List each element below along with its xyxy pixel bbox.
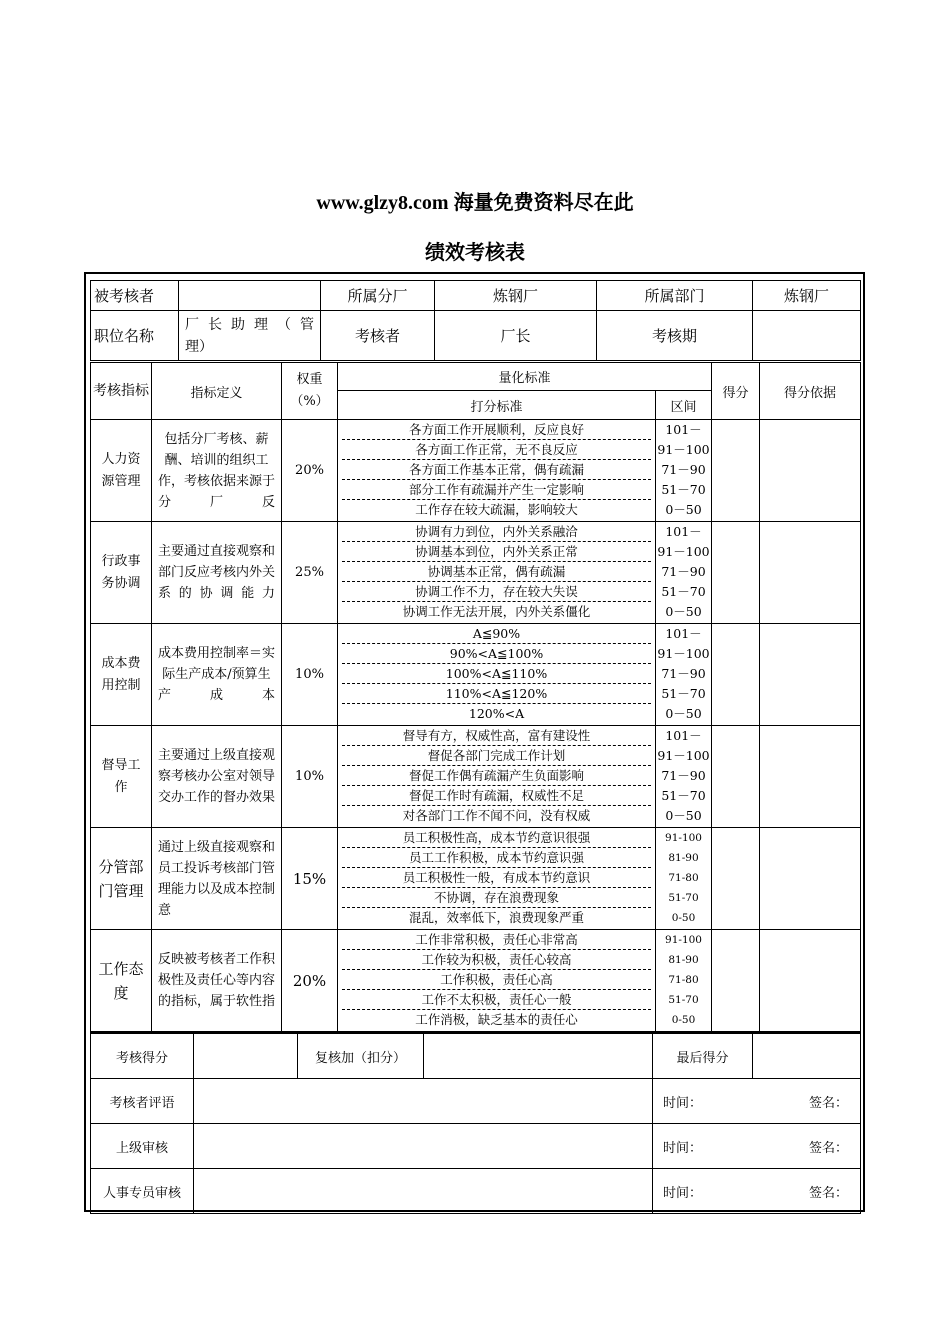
indicator-name: 人力资源管理 — [91, 420, 152, 522]
range-value: 81-90 — [668, 852, 699, 864]
basis-cell[interactable] — [760, 828, 861, 930]
range-value: 81-90 — [668, 954, 699, 966]
col-indicator: 考核指标 — [91, 363, 152, 420]
reviewer-value[interactable]: 厂长 — [435, 311, 597, 361]
indicator-weight: 10% — [282, 624, 338, 726]
comment-time-label: 时间： — [663, 1095, 703, 1111]
criterion: 督促工作时有疏漏，权威性不足 — [342, 786, 651, 806]
basis-cell[interactable] — [760, 522, 861, 624]
criterion: 员工积极性一般，有成本节约意识 — [342, 868, 651, 888]
range-value: 101－ — [665, 422, 702, 437]
reviewee-value[interactable] — [179, 281, 321, 311]
indicator-definition: 主要通过直接观察和部门反应考核内外关系的协调能力 — [152, 522, 282, 624]
criterion: 员工积极性高，成本节约意识很强 — [342, 828, 651, 848]
indicator-weight: 10% — [282, 726, 338, 828]
basis-cell[interactable] — [760, 624, 861, 726]
kpi-row — [91, 726, 861, 828]
kpi-row — [91, 930, 861, 1032]
criterion: 工作非常积极，责任心非常高 — [342, 930, 651, 950]
recheck-value[interactable] — [424, 1033, 653, 1079]
basis-cell[interactable] — [760, 726, 861, 828]
reviewer-label: 考核者 — [321, 311, 435, 361]
indicator-name: 分管部门管理 — [91, 828, 152, 930]
criterion: 督导有方，权威性高，富有建设性 — [342, 726, 651, 746]
score-cell[interactable] — [712, 726, 760, 828]
range-value: 71－90 — [661, 564, 706, 579]
final-label: 最后得分 — [653, 1033, 753, 1079]
range-value: 51－70 — [661, 686, 706, 701]
range-value: 91－100 — [657, 442, 710, 457]
criterion: 各方面工作正常，无不良反应 — [342, 440, 651, 460]
criterion: 协调工作无法开展，内外关系僵化 — [402, 604, 591, 619]
score-cell[interactable] — [712, 420, 760, 522]
kpi-table — [90, 362, 861, 1032]
range-value: 0－50 — [665, 706, 702, 721]
col-range: 区间 — [656, 391, 712, 420]
scoring-criteria — [338, 828, 656, 930]
range-value: 51-70 — [668, 994, 699, 1006]
criterion: 督促各部门完成工作计划 — [342, 746, 651, 766]
criterion: 各方面工作基本正常，偶有疏漏 — [342, 460, 651, 480]
range-value: 71－90 — [661, 462, 706, 477]
criterion: 100%<A≦110% — [342, 664, 651, 684]
criterion: 工作较为积极，责任心较高 — [342, 950, 651, 970]
criterion: 90%<A≦100% — [342, 644, 651, 664]
position-label: 职位名称 — [91, 311, 179, 361]
criterion: 各方面工作开展顺利，反应良好 — [342, 420, 651, 440]
range-value: 101－ — [665, 626, 702, 641]
range-list — [656, 726, 712, 828]
hr-time-label: 时间： — [663, 1185, 703, 1201]
range-list — [656, 522, 712, 624]
range-list — [656, 420, 712, 522]
hr-value[interactable] — [194, 1169, 653, 1214]
range-list — [656, 624, 712, 726]
summary-table — [90, 1032, 861, 1214]
score-cell[interactable] — [712, 930, 760, 1032]
col-weight: 权重（%） — [282, 363, 338, 420]
branch-value[interactable]: 炼钢厂 — [435, 281, 597, 311]
score-cell[interactable] — [712, 828, 760, 930]
superior-label: 上级审核 — [91, 1124, 194, 1169]
col-scoring: 打分标准 — [338, 391, 656, 420]
range-value: 71-80 — [668, 872, 699, 884]
range-value: 91－100 — [657, 544, 710, 559]
indicator-name: 成本费用控制 — [91, 624, 152, 726]
range-value: 71-80 — [668, 974, 699, 986]
indicator-weight: 20% — [282, 420, 338, 522]
indicator-name: 行政事务协调 — [91, 522, 152, 624]
criterion: 员工工作积极，成本节约意识强 — [342, 848, 651, 868]
superior-time-label: 时间： — [663, 1140, 703, 1156]
kpi-row — [91, 828, 861, 930]
kpi-row — [91, 624, 861, 726]
criterion: A≦90% — [342, 624, 651, 644]
kpi-row — [91, 420, 861, 522]
criterion: 协调有力到位，内外关系融洽 — [342, 522, 651, 542]
criterion: 110%<A≦120% — [342, 684, 651, 704]
scoring-criteria — [338, 726, 656, 828]
range-value: 51－70 — [661, 584, 706, 599]
range-value: 91－100 — [657, 748, 710, 763]
hr-sign-label: 签名： — [808, 1185, 848, 1201]
criterion: 部分工作有疏漏并产生一定影响 — [342, 480, 651, 500]
indicator-definition: 反映被考核者工作积极性及责任心等内容的指标，属于软性指 — [152, 930, 282, 1032]
basis-cell[interactable] — [760, 420, 861, 522]
range-value: 0-50 — [671, 1014, 696, 1026]
range-value: 51－70 — [661, 788, 706, 803]
reviewee-label: 被考核者 — [91, 281, 179, 311]
col-definition: 指标定义 — [152, 363, 282, 420]
period-value[interactable] — [753, 311, 861, 361]
criterion: 混乱，效率低下，浪费现象严重 — [408, 910, 584, 925]
criterion: 工作消极，缺乏基本的责任心 — [415, 1012, 578, 1027]
dept-label: 所属部门 — [597, 281, 753, 311]
criterion: 工作存在较大疏漏，影响较大 — [415, 502, 578, 517]
range-value: 0-50 — [671, 912, 696, 924]
range-value: 0－50 — [665, 604, 702, 619]
range-value: 91-100 — [665, 832, 702, 844]
range-value: 91-100 — [665, 934, 702, 946]
total-label: 考核得分 — [91, 1033, 194, 1079]
period-label: 考核期 — [597, 311, 753, 361]
criterion: 不协调，存在浪费现象 — [342, 888, 651, 908]
range-list — [656, 930, 712, 1032]
range-value: 91－100 — [657, 646, 710, 661]
site-banner: www.glzy8.com 海量免费资料尽在此 — [316, 192, 634, 214]
superior-sign-label: 签名： — [808, 1140, 848, 1156]
criterion: 工作积极，责任心高 — [342, 970, 651, 990]
scoring-criteria — [338, 522, 656, 624]
branch-label: 所属分厂 — [321, 281, 435, 311]
final-value[interactable] — [753, 1033, 861, 1079]
comment-value[interactable] — [194, 1079, 653, 1124]
criterion: 督促工作偶有疏漏产生负面影响 — [342, 766, 651, 786]
indicator-definition: 成本费用控制率＝实际生产成本/预算生产成本 — [152, 624, 282, 726]
criterion: 协调基本正常，偶有疏漏 — [342, 562, 651, 582]
position-value[interactable]: 厂 长 助 理 （ 管 理） — [179, 311, 321, 361]
criterion: 协调工作不力，存在较大失误 — [342, 582, 651, 602]
indicator-name: 工作态度 — [91, 930, 152, 1032]
criterion: 120%<A — [468, 706, 525, 721]
range-value: 0－50 — [665, 502, 702, 517]
range-value: 71－90 — [661, 666, 706, 681]
indicator-definition: 通过上级直接观察和员工投诉考核部门管理能力以及成本控制意 — [152, 828, 282, 930]
criterion: 工作不太积极，责任心一般 — [342, 990, 651, 1010]
col-basis: 得分依据 — [760, 363, 861, 420]
indicator-weight: 25% — [282, 522, 338, 624]
score-cell[interactable] — [712, 624, 760, 726]
recheck-label: 复核加（扣分） — [298, 1033, 424, 1079]
indicator-name: 督导工作 — [91, 726, 152, 828]
range-value: 0－50 — [665, 808, 702, 823]
comment-sign-label: 签名： — [808, 1095, 848, 1111]
indicator-definition: 主要通过上级直接观察考核办公室对领导交办工作的督办效果 — [152, 726, 282, 828]
indicator-weight: 20% — [282, 930, 338, 1032]
total-value[interactable] — [194, 1033, 298, 1079]
info-table — [90, 280, 861, 361]
scoring-criteria — [338, 420, 656, 522]
col-quant: 量化标准 — [338, 363, 712, 391]
basis-cell[interactable] — [760, 930, 861, 1032]
range-value: 51-70 — [668, 892, 699, 904]
form-title: 绩效考核表 — [425, 240, 525, 264]
hr-label: 人事专员审核 — [91, 1169, 194, 1214]
range-value: 101－ — [665, 524, 702, 539]
indicator-definition: 包括分厂考核、薪酬、培训的组织工作，考核依据来源于分厂反 — [152, 420, 282, 522]
col-score: 得分 — [712, 363, 760, 420]
range-value: 51－70 — [661, 482, 706, 497]
score-cell[interactable] — [712, 522, 760, 624]
indicator-weight: 15% — [282, 828, 338, 930]
superior-value[interactable] — [194, 1124, 653, 1169]
scoring-criteria — [338, 624, 656, 726]
criterion: 协调基本到位，内外关系正常 — [342, 542, 651, 562]
kpi-row — [91, 522, 861, 624]
criterion: 对各部门工作不闻不问，没有权威 — [402, 808, 591, 823]
dept-value[interactable]: 炼钢厂 — [753, 281, 861, 311]
comment-label: 考核者评语 — [91, 1079, 194, 1124]
range-value: 71－90 — [661, 768, 706, 783]
range-value: 101－ — [665, 728, 702, 743]
range-list — [656, 828, 712, 930]
scoring-criteria — [338, 930, 656, 1032]
